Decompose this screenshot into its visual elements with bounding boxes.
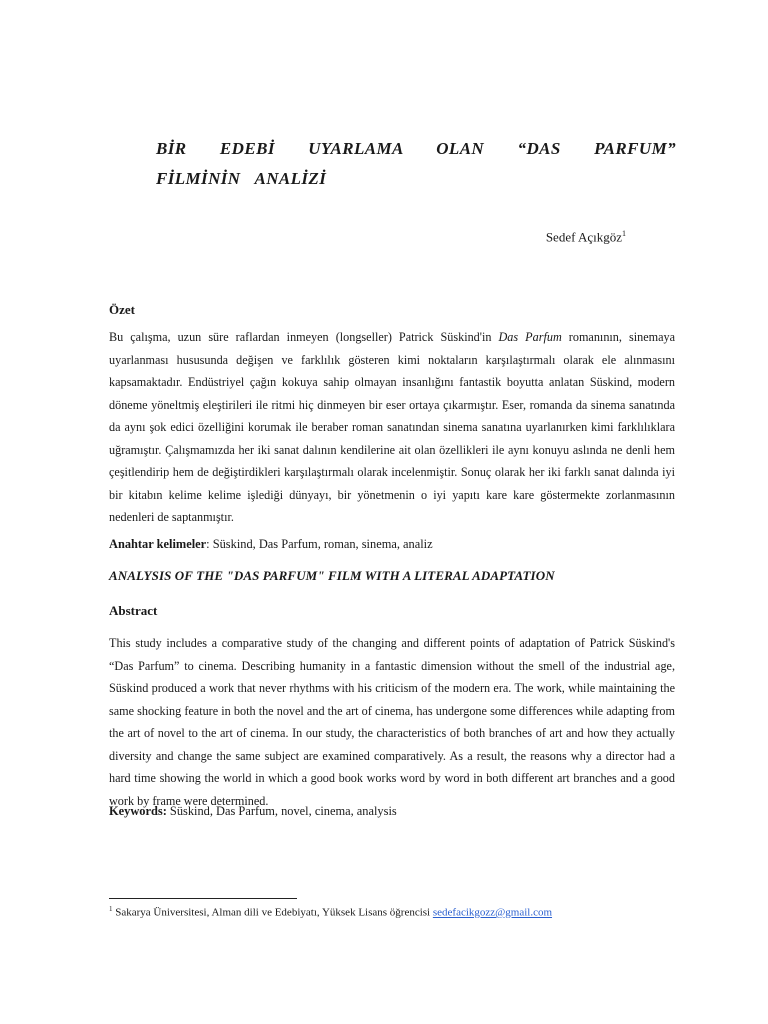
keywords-line <box>109 804 675 819</box>
keywords-value: Süskind, Das Parfum, novel, cinema, analysis <box>166 804 397 818</box>
ozet-heading: Özet <box>109 302 135 317</box>
keywords-label: Keywords: <box>109 804 167 818</box>
author-footnote-mark: 1 <box>622 229 626 238</box>
english-title: ANALYSIS OF THE "DAS PARFUM" FILM WITH A LITERAL ADAPTATION <box>109 568 555 583</box>
footnote-mark: 1 <box>109 905 113 913</box>
ozet-text-part1: Bu çalışma, uzun süre raflardan inmeyen (longseller) Patrick Süskind'in <box>109 330 499 344</box>
footnote <box>109 905 552 919</box>
author-name: Sedef Açıkgöz <box>545 229 622 245</box>
abstract-paragraph: This study includes a comparative study of the changing and different points of adaptation of Patrick Süskind's “Das Parfum” to cinema. Describing humanity in a fantastic dimension without the smell of the industrial age, Süskind produced a work that never rhythms with his criticism of the modern era. The work, while maintaining the same shocking feature in both the novel and the art of cinema, has undergone some differences while adapting from the art of novel to the art of cinema. In our study, the characteristics of both branches of art and how they actually diversity and change the same subject are examined comparatively. As a result, the reasons why a director had a hard time showing the world in which a good book works word by word in both different art branches and a good work by frame were determined. <box>109 636 675 808</box>
ozet-paragraph <box>109 326 675 529</box>
abstract-heading: Abstract <box>109 603 158 618</box>
footnote-divider <box>109 898 297 899</box>
ozet-text-part2: romanının, sinemaya uyarlanması hususunda değişen ve farklılık gösteren kimi noktaların karşılaştırmalı olarak ele alınmasını kapsamaktadır. Endüstriyel çağın kokuya sahip olmayan insanlığını fantastik boyutta anlatan Süskind, modern döneme yöneltmiş eleştirileri ile ritmi hiç dinmeyen bir eser ortaya çıkarmıştır. Eser, romanda da sinema sanatında da aynı şok edici özelliğini korumak ile beraber roman sanatından sinema sanatına uyarlanırken kimi farklılıklara uğramıştır. Çalışmamızda her iki sanat dalının kendilerine ait olan özellikleri ile aynı konuyu aslında ne denli hem çeşitlendirip hem de değiştirdikleri karşılaştırmalı olarak incelenmiştir. Sonuç olarak her iki farklı sanat dalında iyi bir kitabın kelime kelime işlediği dünyayı, bir yönetmenin o iyi yapıtı kare kare göstermekte zorlanmasının nedenleri de saptanmıştır. <box>109 330 676 524</box>
anahtar-kelimeler <box>109 537 675 552</box>
ozet-text-italic: Das Parfum <box>498 330 562 344</box>
anahtar-value: : Süskind, Das Parfum, roman, sinema, analiz <box>206 537 433 551</box>
footnote-text: Sakarya Üniversitesi, Alman dili ve Edebiyatı, Yüksek Lisans öğrencisi <box>112 906 433 919</box>
footnote-email-link[interactable]: sedefacikgozz@gmail.com <box>432 906 553 919</box>
anahtar-label: Anahtar kelimeler <box>109 537 207 551</box>
author-line <box>440 229 626 245</box>
paper-title: BİR EDEBİ UYARLAMA OLAN “DAS PARFUM” FİLMİNİN ANALİZİ <box>156 139 676 188</box>
